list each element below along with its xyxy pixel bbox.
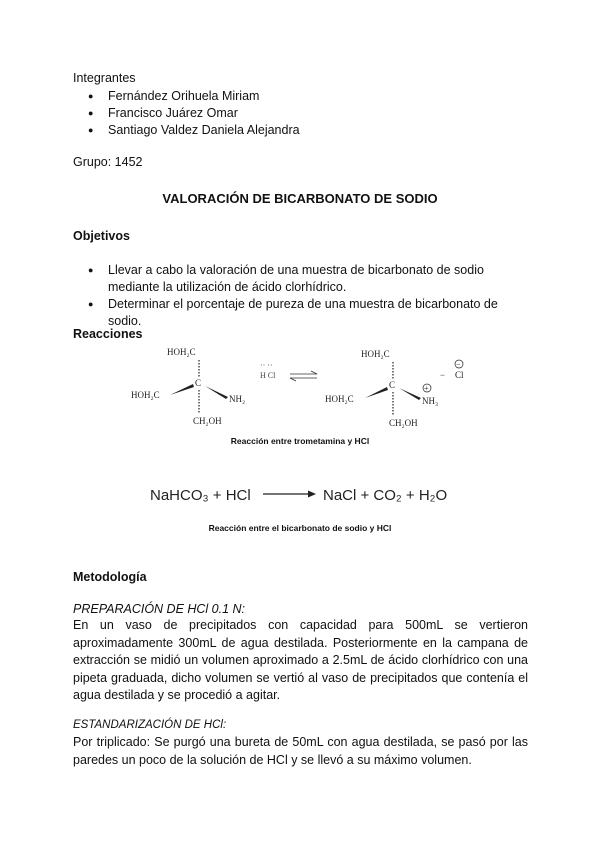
trometamina-reaction-diagram xyxy=(125,340,485,432)
reactions-heading: Reacciones xyxy=(73,327,143,341)
equation-reactants: NaHCO₃ + HCl xyxy=(150,487,251,504)
product-bottom-group: CH₂OH xyxy=(389,418,418,428)
std-paragraph: Por triplicado: Se purgó una bureta de 50mL con agua destilada, se pasó por las paredes un poco de la solución de HCl y se llevó a su máximo volumen. xyxy=(73,735,528,767)
list-item: ● Determinar el porcentaje de pureza de una muestra de bicarbonato de sodio. xyxy=(73,296,533,330)
reaction2-caption: Reacción entre el bicarbonato de sodio y HCl xyxy=(208,523,392,533)
members-list xyxy=(73,88,300,139)
minus-charge: − xyxy=(456,360,461,369)
product-left-group: HOH₂C xyxy=(325,394,354,404)
list-item: ● Francisco Juárez Omar xyxy=(73,105,300,122)
members-label: Integrantes xyxy=(73,71,136,85)
svg-text:−: − xyxy=(440,370,446,380)
bicarbonate-equation xyxy=(140,478,470,510)
reactant-top-group: HOH₂C xyxy=(167,347,196,357)
methodology-heading: Metodología xyxy=(73,570,147,584)
prep-paragraph: En un vaso de precipitados con capacidad para 500mL se vertieron aproximadamente 300mL de agua destilada. Posteriormente en la campana de extracción se midió un volumen aproximado a 2.5mL de ácido clorhídrico con una pipeta graduada, dicho volumen se vertió al vaso de precipitados que contenía el agua destilada y se procedió a agitar. xyxy=(73,618,528,702)
product-right-group: NH₃ xyxy=(422,396,439,406)
std-heading: ESTANDARIZACIÓN DE HCl: xyxy=(73,719,227,731)
plus-charge: + xyxy=(424,384,429,393)
equation-products: NaCl + CO₂ + H₂O xyxy=(323,487,448,504)
list-item: ● Santiago Valdez Daniela Alejandra xyxy=(73,122,300,139)
list-item: ● Llevar a cabo la valoración de una muestra de bicarbonato de sodio mediante la utilización de ácido clorhídrico. xyxy=(73,262,533,296)
svg-text:·· ··: ·· ·· xyxy=(260,361,273,370)
page-title: VALORACIÓN DE BICARBONATO DE SODIO xyxy=(162,191,438,206)
reactant-right-group: NH₂ xyxy=(229,394,246,404)
reactant-bottom-group: CH₂OH xyxy=(193,416,222,426)
reactant-center-atom: C xyxy=(195,378,202,388)
chloride-ion: Cl xyxy=(455,370,464,380)
list-item: ● Fernández Orihuela Miriam xyxy=(73,88,300,105)
reactant-left-group: HOH₂C xyxy=(131,390,160,400)
objectives-heading: Objetivos xyxy=(73,229,130,243)
hcl-label: H Cl xyxy=(260,371,276,380)
product-center-atom: C xyxy=(389,380,396,390)
product-top-group: HOH₂C xyxy=(361,349,390,359)
objectives-list xyxy=(73,262,533,330)
prep-heading: PREPARACIÓN DE HCl 0.1 N: xyxy=(73,602,246,616)
reaction1-caption: Reacción entre trometamina y HCl xyxy=(230,436,370,446)
group-number: Grupo: 1452 xyxy=(73,155,143,169)
